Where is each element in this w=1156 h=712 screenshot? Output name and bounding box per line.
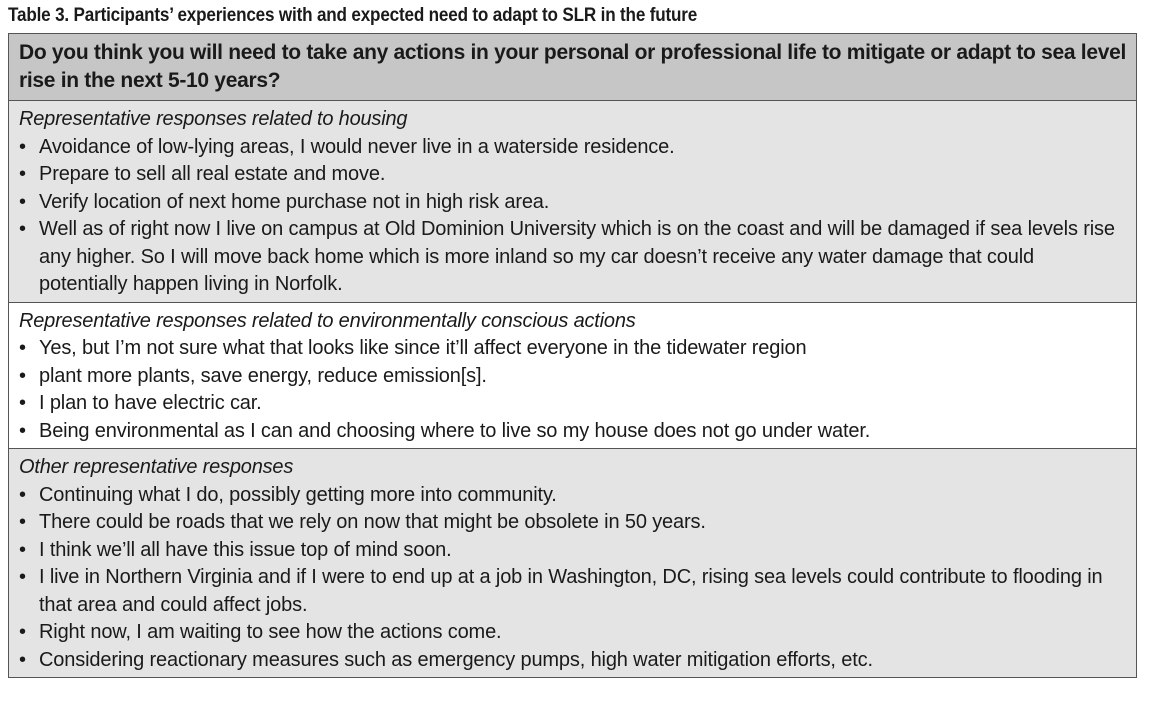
bullet: • — [19, 538, 26, 561]
response-text: Yes, but I’m not sure what that looks like since it’ll affect everyone in the tidewater region — [39, 337, 807, 359]
response-text: I plan to have electric car. — [39, 392, 262, 414]
response-list — [19, 134, 1126, 299]
list-item — [19, 216, 1126, 299]
section-housing — [9, 101, 1136, 303]
response-text: I live in Northern Virginia and if I were to end up at a job in Washington, DC, rising sea levels could contribute to flooding in that area and could affect jobs. — [39, 566, 1103, 616]
question-header: Do you think you will need to take any actions in your personal or professional life to mitigate or adapt to sea level rise in the next 5-10 years? — [9, 34, 1136, 101]
list-item — [19, 537, 1126, 565]
bullet: • — [19, 419, 26, 442]
bullet: • — [19, 190, 26, 213]
list-item — [19, 363, 1126, 391]
response-text: plant more plants, save energy, reduce emission[s]. — [39, 364, 487, 387]
table-caption: Table 3. Participants’ experiences with and expected need to adapt to SLR in the future — [8, 5, 698, 26]
response-text: Well as of right now I live on campus at Old Dominion University which is on the coast and will be damaged if sea levels rise any higher. So I will move back home which is more inland so my car doesn’t receive any water damage that could potentially happen living in Norfolk. — [39, 218, 1115, 295]
bullet: • — [19, 135, 26, 158]
section-title: Representative responses related to environmentally conscious actions — [19, 309, 636, 332]
bullet: • — [19, 566, 26, 588]
list-item — [19, 335, 1126, 363]
list-item — [19, 134, 1126, 162]
list-item — [19, 482, 1126, 510]
response-list — [19, 335, 1126, 445]
list-item — [19, 189, 1126, 217]
response-text: Being environmental as I can and choosing where to live so my house does not go under water. — [39, 419, 871, 442]
response-text: Considering reactionary measures such as emergency pumps, high water mitigation efforts, etc. — [39, 648, 873, 671]
bullet: • — [19, 621, 26, 643]
list-item — [19, 619, 1126, 647]
response-text: I think we’ll all have this issue top of mind soon. — [39, 538, 452, 561]
response-list — [19, 482, 1126, 675]
list-item — [19, 418, 1126, 446]
bullet: • — [19, 218, 26, 240]
list-item — [19, 564, 1126, 619]
response-text: There could be roads that we rely on now that might be obsolete in 50 years. — [39, 511, 706, 533]
list-item — [19, 390, 1126, 418]
bullet: • — [19, 483, 26, 506]
bullet: • — [19, 648, 26, 671]
section-other — [9, 449, 1136, 677]
bullet: • — [19, 163, 26, 185]
responses-table — [8, 33, 1137, 678]
list-item — [19, 647, 1126, 675]
section-environmental — [9, 303, 1136, 450]
response-text: Right now, I am waiting to see how the actions come. — [39, 621, 502, 643]
section-title: Other representative responses — [19, 456, 294, 478]
response-text: Avoidance of low-lying areas, I would never live in a waterside residence. — [39, 135, 675, 158]
list-item — [19, 509, 1126, 537]
bullet: • — [19, 337, 26, 359]
response-text: Prepare to sell all real estate and move. — [39, 163, 386, 185]
response-text: Continuing what I do, possibly getting more into community. — [39, 483, 557, 506]
bullet: • — [19, 511, 26, 533]
bullet: • — [19, 364, 26, 387]
bullet: • — [19, 392, 26, 414]
list-item — [19, 161, 1126, 189]
section-title: Representative responses related to housing — [19, 108, 408, 130]
response-text: Verify location of next home purchase not in high risk area. — [39, 190, 550, 213]
